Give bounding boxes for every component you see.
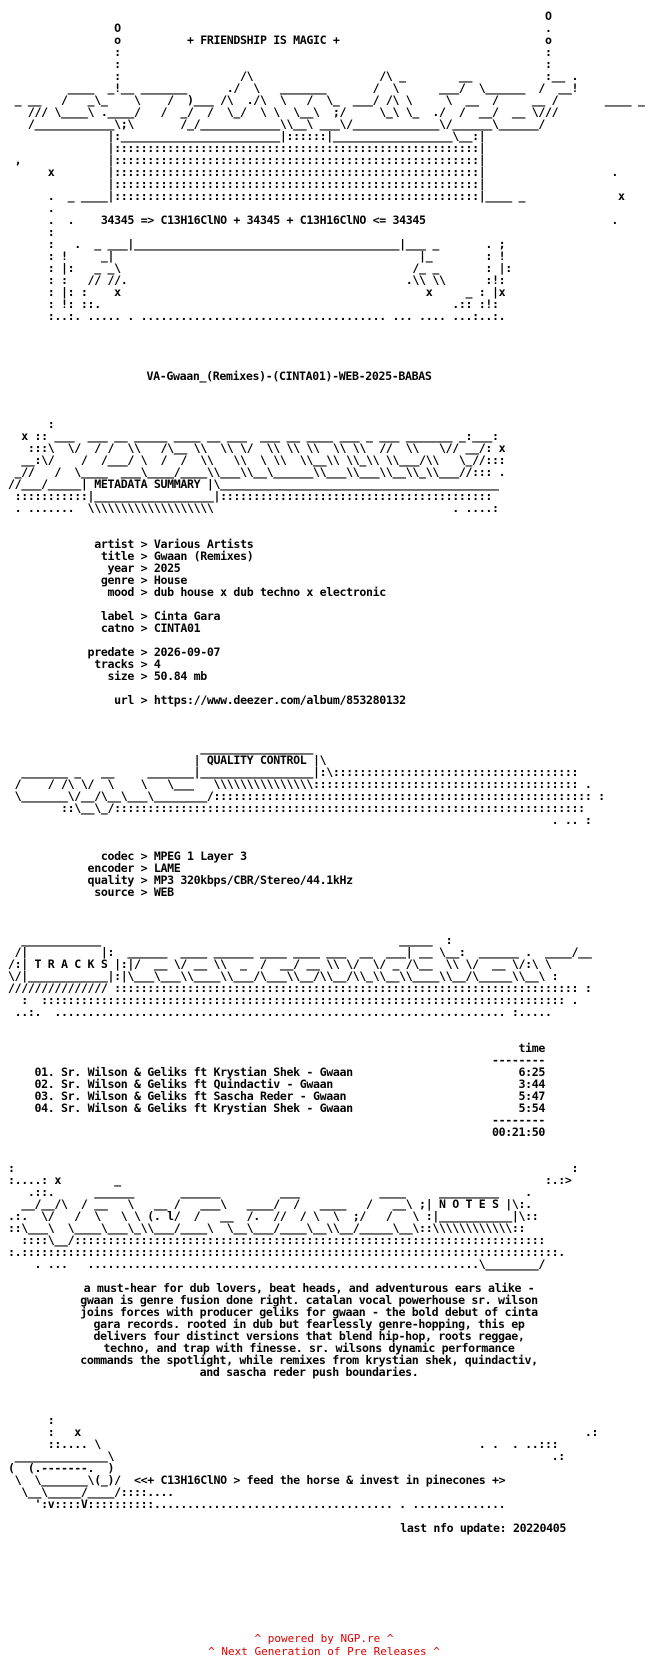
separator: > bbox=[133, 873, 154, 887]
quality-fields bbox=[8, 850, 640, 898]
quality-value: LAME bbox=[153, 861, 181, 875]
divider: -------- bbox=[8, 1113, 546, 1127]
metadata-key: predate bbox=[8, 645, 134, 659]
release-name: VA-Gwaan_(Remixes)-(CINTA01)-WEB-2025-BABAS bbox=[146, 369, 432, 383]
metadata-row bbox=[8, 670, 640, 682]
time-column-header: time bbox=[8, 1041, 546, 1055]
quality-key: source bbox=[8, 885, 134, 899]
separator: > bbox=[133, 849, 154, 863]
separator: > bbox=[133, 621, 154, 635]
track-time: 6:25 bbox=[352, 1065, 546, 1079]
metadata-row bbox=[8, 694, 640, 706]
metadata-value: Gwaan (Remixes) bbox=[153, 549, 254, 563]
outro-art: : : x .: ::.... \ . . . ..::: ______________\ .: ( (.-------. ) \ \_______\(_)/ <<+ C13H16ClNO > feed the horse & invest in pinecones +> \__\_____/____/::::.... ':v::::V::::::::::.................................... . .............. bbox=[8, 1413, 599, 1511]
metadata-key: title bbox=[8, 549, 134, 563]
separator: > bbox=[133, 573, 154, 587]
tracks-banner: ____________ _____ : /| |: ______ ____ ______ ____ ____ ___ __ ___| __ \__: ______ . ____/__ /:| T R A C K S |:|/ __ \/ __ \\ _ / __/ __ \\ \/ \/ _ /\__ \\ \/ __ \/:\ \ \/|____________|:|\___\___\\____\\___/\___\\__/\\__/\\_\\__\\____\\__/\_____\\__\ : /////////////// :::::::::::::::::::::::::::::::::::::::::::::::::::::::::::::::::::::: : : ::::::::::::::::::::::::::::::::::::::::::::::::::::::::::::::::::::::::::::::: . ..:. .................................................................... :..... bbox=[8, 933, 592, 1019]
metadata-key: tracks bbox=[8, 657, 134, 671]
track-number: 01. bbox=[8, 1065, 62, 1079]
metadata-fields bbox=[8, 538, 640, 706]
track-number: 02. bbox=[8, 1077, 62, 1091]
metadata-value: 2026-09-07 bbox=[153, 645, 221, 659]
footer bbox=[0, 1632, 648, 1658]
separator: > bbox=[133, 537, 154, 551]
nfo-document bbox=[8, 9, 645, 1546]
metadata-value: Cinta Gara bbox=[153, 609, 221, 623]
metadata-value: 50.84 mb bbox=[153, 669, 207, 683]
footer-tagline: ^ Next Generation of Pre Releases ^ bbox=[208, 1645, 440, 1658]
metadata-key: catno bbox=[8, 621, 134, 635]
metadata-key: label bbox=[8, 609, 134, 623]
notes-banner: : : :....: x _ :.:> .::. ______ ______ ___ ____ _________ . __/__/\ / __ \ __ / ___\ ____/ / ____ / __\ ;| N O T E S |\:. .:. \/ / \ \ \ (. l/ / __ /. // / \ \ ;/ / \ :|___________|\:: ::\___\ \____\___\_\\___/____\ \__\___/____\__\\__/_____\__\::\\\\\\\\\\\\:: ::::\__/::::::::::::::::::::::::::::::::::::::::::::::::::::::::::::::::::::::: :.:::::::::::::::::::::::::::::::::::::::::::::::::::::::::::::::::::::::::::::::::. . ... ...........................................................\________/ bbox=[8, 1161, 579, 1271]
quality-value: MPEG 1 Layer 3 bbox=[153, 849, 247, 863]
separator: > bbox=[133, 861, 154, 875]
quality-row bbox=[8, 886, 640, 898]
metadata-value[interactable]: https://www.deezer.com/album/853280132 bbox=[153, 693, 406, 707]
tracklist bbox=[8, 1042, 640, 1138]
notes-text: a must-hear for dub lovers, beat heads, and adventurous ears alike - gwaan is genre fusion done right. catalan vocal powerhouse sr. wilson joins forces with producer geliks for gwaan - the bold debut of cinta gara records. rooted in dub but fearlessly genre-hopping, this ep delivers four distinct versions that blend hip-hop, roots reggae, techno, and trap with finesse. sr. wilsons dynamic performance commands the spotlight, while remixes from krystian shek, quindactiv, and sascha reder push boundaries. bbox=[80, 1281, 538, 1379]
quality-key: encoder bbox=[8, 861, 134, 875]
track-number: 03. bbox=[8, 1089, 62, 1103]
metadata-key: mood bbox=[8, 585, 134, 599]
metadata-key: artist bbox=[8, 537, 134, 551]
metadata-key: year bbox=[8, 561, 134, 575]
metadata-value: dub house x dub techno x electronic bbox=[153, 585, 386, 599]
quality-value: MP3 320kbps/CBR/Stereo/44.1kHz bbox=[153, 873, 353, 887]
metadata-banner: : x :: ___ ___ __ _____ ____ __ ___ ___ __ ____ ___ _ ___ _______ _:___: :::\ \/ / / \\ /\__ \\ \\ \/ \\ \\ \\ \\ \\ // \\ \// __/: x __:\/ / /___/ \ / / \\ \\ \ \\ \\__\\ \\_\\ \\___/\\ \_//::: _// / \____ ___\____/____\\___\\__\______\\___\\___\\__\\_\\___//::: . //___/_____| METADATA SUMMARY |\__________________________________________ :::::::::::|__________________|::::::::::::::::::::::::::::::::::::::::: . ....... \\\\\\\\\\\\\\\\\\\ . ....: bbox=[8, 417, 506, 515]
metadata-value: 4 bbox=[153, 657, 161, 671]
separator: > bbox=[133, 549, 154, 563]
total-time: 00:21:50 bbox=[8, 1125, 546, 1139]
quality-key: codec bbox=[8, 849, 134, 863]
separator: > bbox=[133, 657, 154, 671]
last-update: last nfo update: 20220405 bbox=[400, 1521, 566, 1535]
separator: > bbox=[133, 561, 154, 575]
track-time: 5:47 bbox=[346, 1089, 546, 1103]
metadata-key: size bbox=[8, 669, 134, 683]
metadata-row bbox=[8, 586, 640, 598]
quality-key: quality bbox=[8, 873, 134, 887]
metadata-row bbox=[8, 622, 640, 634]
metadata-key: genre bbox=[8, 573, 134, 587]
metadata-key: url bbox=[8, 693, 134, 707]
track-title: Sr. Wilson & Geliks ft Sascha Reder - Gwaan bbox=[61, 1089, 347, 1103]
track-number: 04. bbox=[8, 1101, 62, 1115]
track-time: 3:44 bbox=[332, 1077, 546, 1091]
separator: > bbox=[133, 693, 154, 707]
track-title: Sr. Wilson & Geliks ft Krystian Shek - Gwaan bbox=[61, 1065, 353, 1079]
quality-value: WEB bbox=[153, 885, 174, 899]
track-title: Sr. Wilson & Geliks ft Quindactiv - Gwaan bbox=[61, 1077, 333, 1091]
metadata-value: 2025 bbox=[153, 561, 181, 575]
quality-banner: _________________ | QUALITY CONTROL |\ _______ _ __ _______|_________________|:\::::::::::::::::::::::::::::::::::::: / / /\ \/ \ \ \___ \\\\\\\\\\\\\\\:::::::::::::::::::::::::::::::::::::::: . \_______\/__/\__\___\________/::::::::::::::::::::::::::::::::::::::::::::::::::::::::: : ::\__\_/::::::::::::::::::::::::::::::::::::::::::::::::::::::::::::::::::::::: . .. : bbox=[14, 741, 605, 827]
separator: > bbox=[133, 585, 154, 599]
separator: > bbox=[133, 645, 154, 659]
divider: -------- bbox=[8, 1053, 546, 1067]
separator: > bbox=[133, 609, 154, 623]
metadata-value: House bbox=[153, 573, 188, 587]
separator: > bbox=[133, 669, 154, 683]
track-time: 5:54 bbox=[352, 1101, 546, 1115]
separator: > bbox=[133, 885, 154, 899]
footer-powered-by-link[interactable]: ^ powered by NGP.re ^ bbox=[254, 1632, 394, 1645]
metadata-value: Various Artists bbox=[153, 537, 254, 551]
track-title: Sr. Wilson & Geliks ft Krystian Shek - Gwaan bbox=[61, 1101, 353, 1115]
metadata-value: CINTA01 bbox=[153, 621, 201, 635]
header-art: O O . o + FRIENDSHIP IS MAGIC + o : : : : : /\ /\ _ __ :__ . ____ _!__ _______ ./ \ _______ / \ ___/ \______ / __! _ __ / _\_ \ / )___ /\ ./\ \ / \_ ___/ /\ \ \ __ / __ / ____ _ /// \____\ .____/ / _/ / \_/ \ \ \__\ ;/ \_\ \_ ./ / __/ __ \/// /____________\;\ /_/____________\\__\ ___\/_____________\/______\______/ |:________________________|::::::|__________________\__:| |:::::::::::::::::::::::::::::::::::::::::::::::::::::::| , |:::::::::::::::::::::::::::::::::::::::::::::::::::::::| x |:::::::::::::::::::::::::::::::::::::::::::::::::::::::| . |:::::::::::::::::::::::::::::::::::::::::::::::::::::::| . _ ____|:::::::::::::::::::::::::::::::::::::::::::::::::::::::|____ _ x . . . 34345 => C13H16ClNO + 34345 + C13H16ClNO <= 34345 . : : . _ ___|________________________________________|___ _ . ; : ! _| |_ : ! : |: _ _\ /_ _ : |: : : // //. .\\ \\ :!: : |: : x x _ : |x : !: ::. .:: :!: :..:. ..... . ..................................... ... .... ...:..:. bbox=[14, 9, 645, 323]
